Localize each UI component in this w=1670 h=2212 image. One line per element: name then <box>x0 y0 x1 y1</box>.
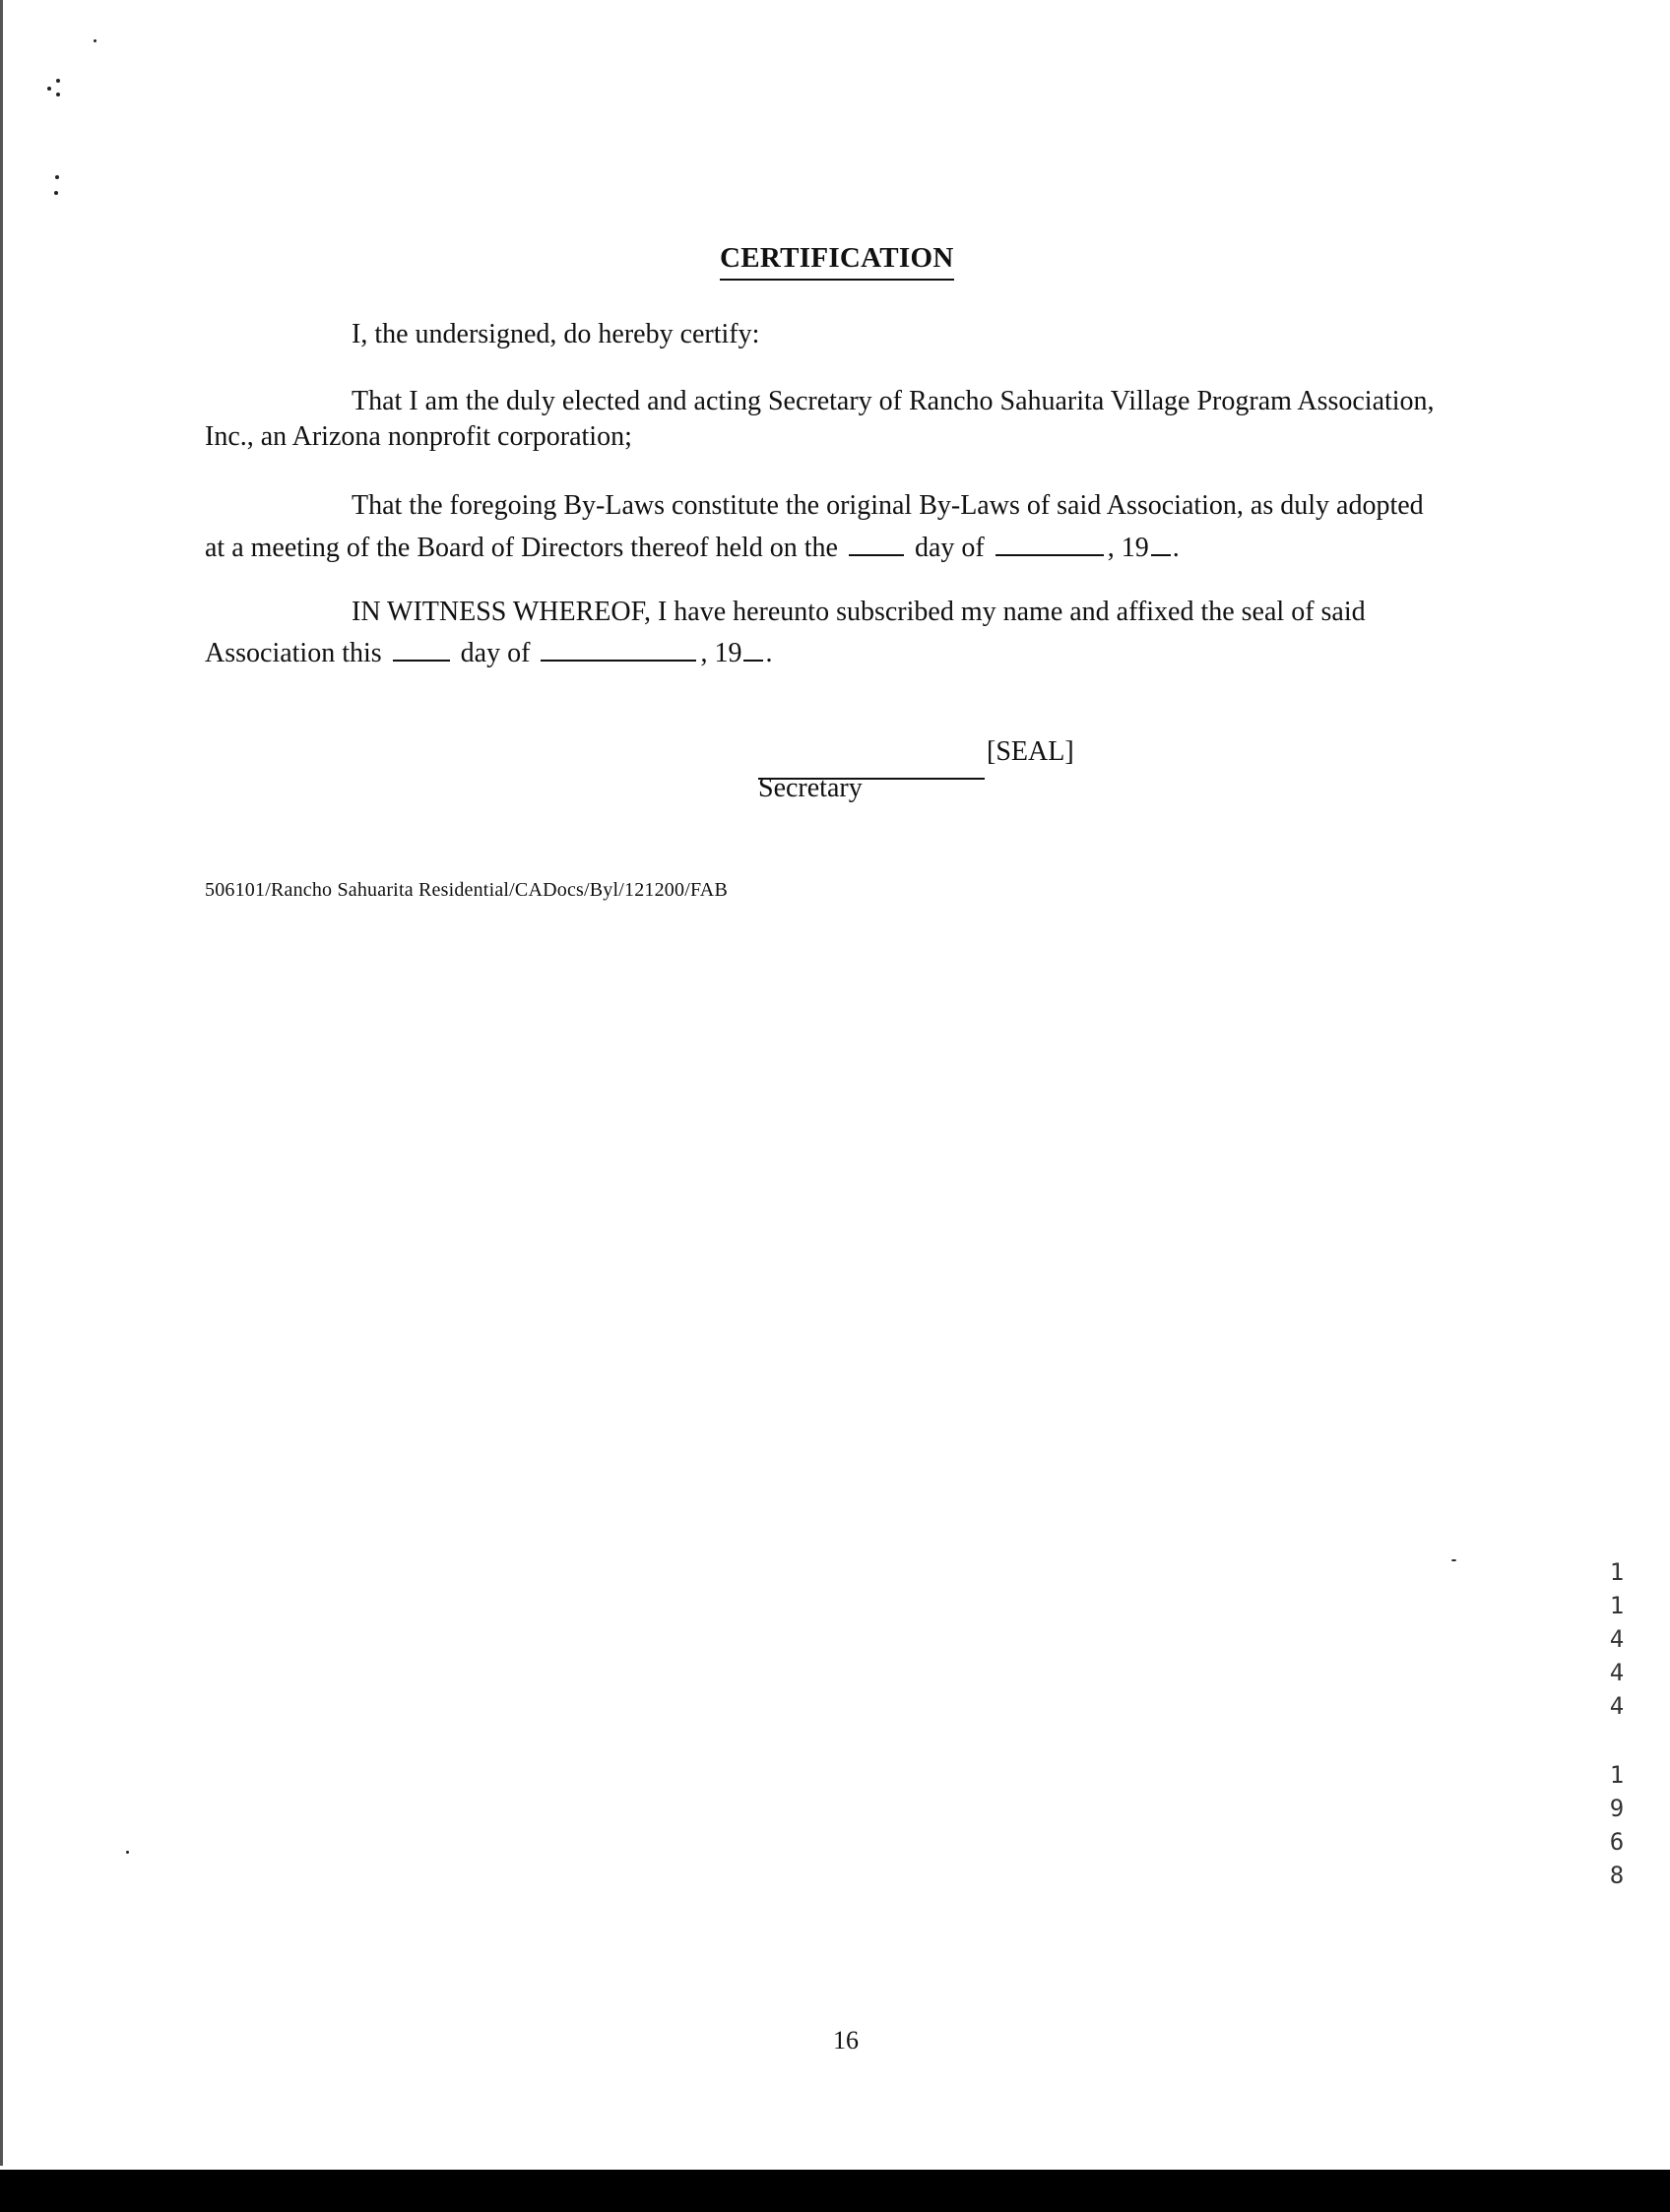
margin-stamp-upper: 11444 <box>1609 1558 1625 1720</box>
scan-speck <box>56 93 60 96</box>
seal-label: [SEAL] <box>987 736 1074 767</box>
margin-stamp-lower: 1968 <box>1609 1761 1625 1889</box>
scan-speck <box>54 191 58 195</box>
signature-label: Secretary <box>758 773 863 803</box>
paragraph-2-text-b: day of <box>915 533 985 563</box>
scan-left-edge <box>0 0 3 2166</box>
meeting-year-blank[interactable] <box>1151 525 1171 556</box>
meeting-month-blank[interactable] <box>996 525 1104 556</box>
scan-speck <box>47 87 51 91</box>
witness-day-blank[interactable] <box>393 630 450 662</box>
paragraph-3-text-b: day of <box>460 638 531 668</box>
witness-month-blank[interactable] <box>541 630 696 662</box>
scan-speck <box>126 1851 129 1854</box>
paragraph-2-line-2 <box>205 525 1180 566</box>
paragraph-2-text-a: at a meeting of the Board of Directors thereof held on the <box>205 533 838 563</box>
scan-bottom-band <box>0 2170 1670 2212</box>
witness-year-blank[interactable] <box>743 630 763 662</box>
paragraph-3-text-a: Association this <box>205 638 382 668</box>
page-number: 16 <box>833 2026 859 2054</box>
meeting-day-blank[interactable] <box>849 525 904 556</box>
paragraph-3-line-2 <box>205 630 772 671</box>
scan-speck <box>55 175 59 179</box>
paragraph-3-text-d: . <box>765 638 773 668</box>
paragraph-2-text-c: , 19 <box>1107 533 1149 563</box>
paragraph-2-text-d: . <box>1172 533 1180 563</box>
paragraph-1-line-1: That I am the duly elected and acting Secretary of Rancho Sahuarita Village Program Association, <box>352 386 1435 416</box>
scan-speck <box>94 39 96 42</box>
document-reference: 506101/Rancho Sahuarita Residential/CADocs/Byl/121200/FAB <box>205 879 728 901</box>
scan-speck <box>1451 1559 1456 1561</box>
paragraph-3-text-c: , 19 <box>700 638 742 668</box>
paragraph-2-line-1: That the foregoing By-Laws constitute the original By-Laws of said Association, as duly adopted <box>352 490 1424 521</box>
scan-speck <box>56 79 60 83</box>
intro-text: I, the undersigned, do hereby certify: <box>352 319 760 349</box>
paragraph-1-line-2: Inc., an Arizona nonprofit corporation; <box>205 421 632 452</box>
paragraph-3-line-1: IN WITNESS WHEREOF, I have hereunto subscribed my name and affixed the seal of said <box>352 597 1366 627</box>
document-title: CERTIFICATION <box>720 242 954 281</box>
